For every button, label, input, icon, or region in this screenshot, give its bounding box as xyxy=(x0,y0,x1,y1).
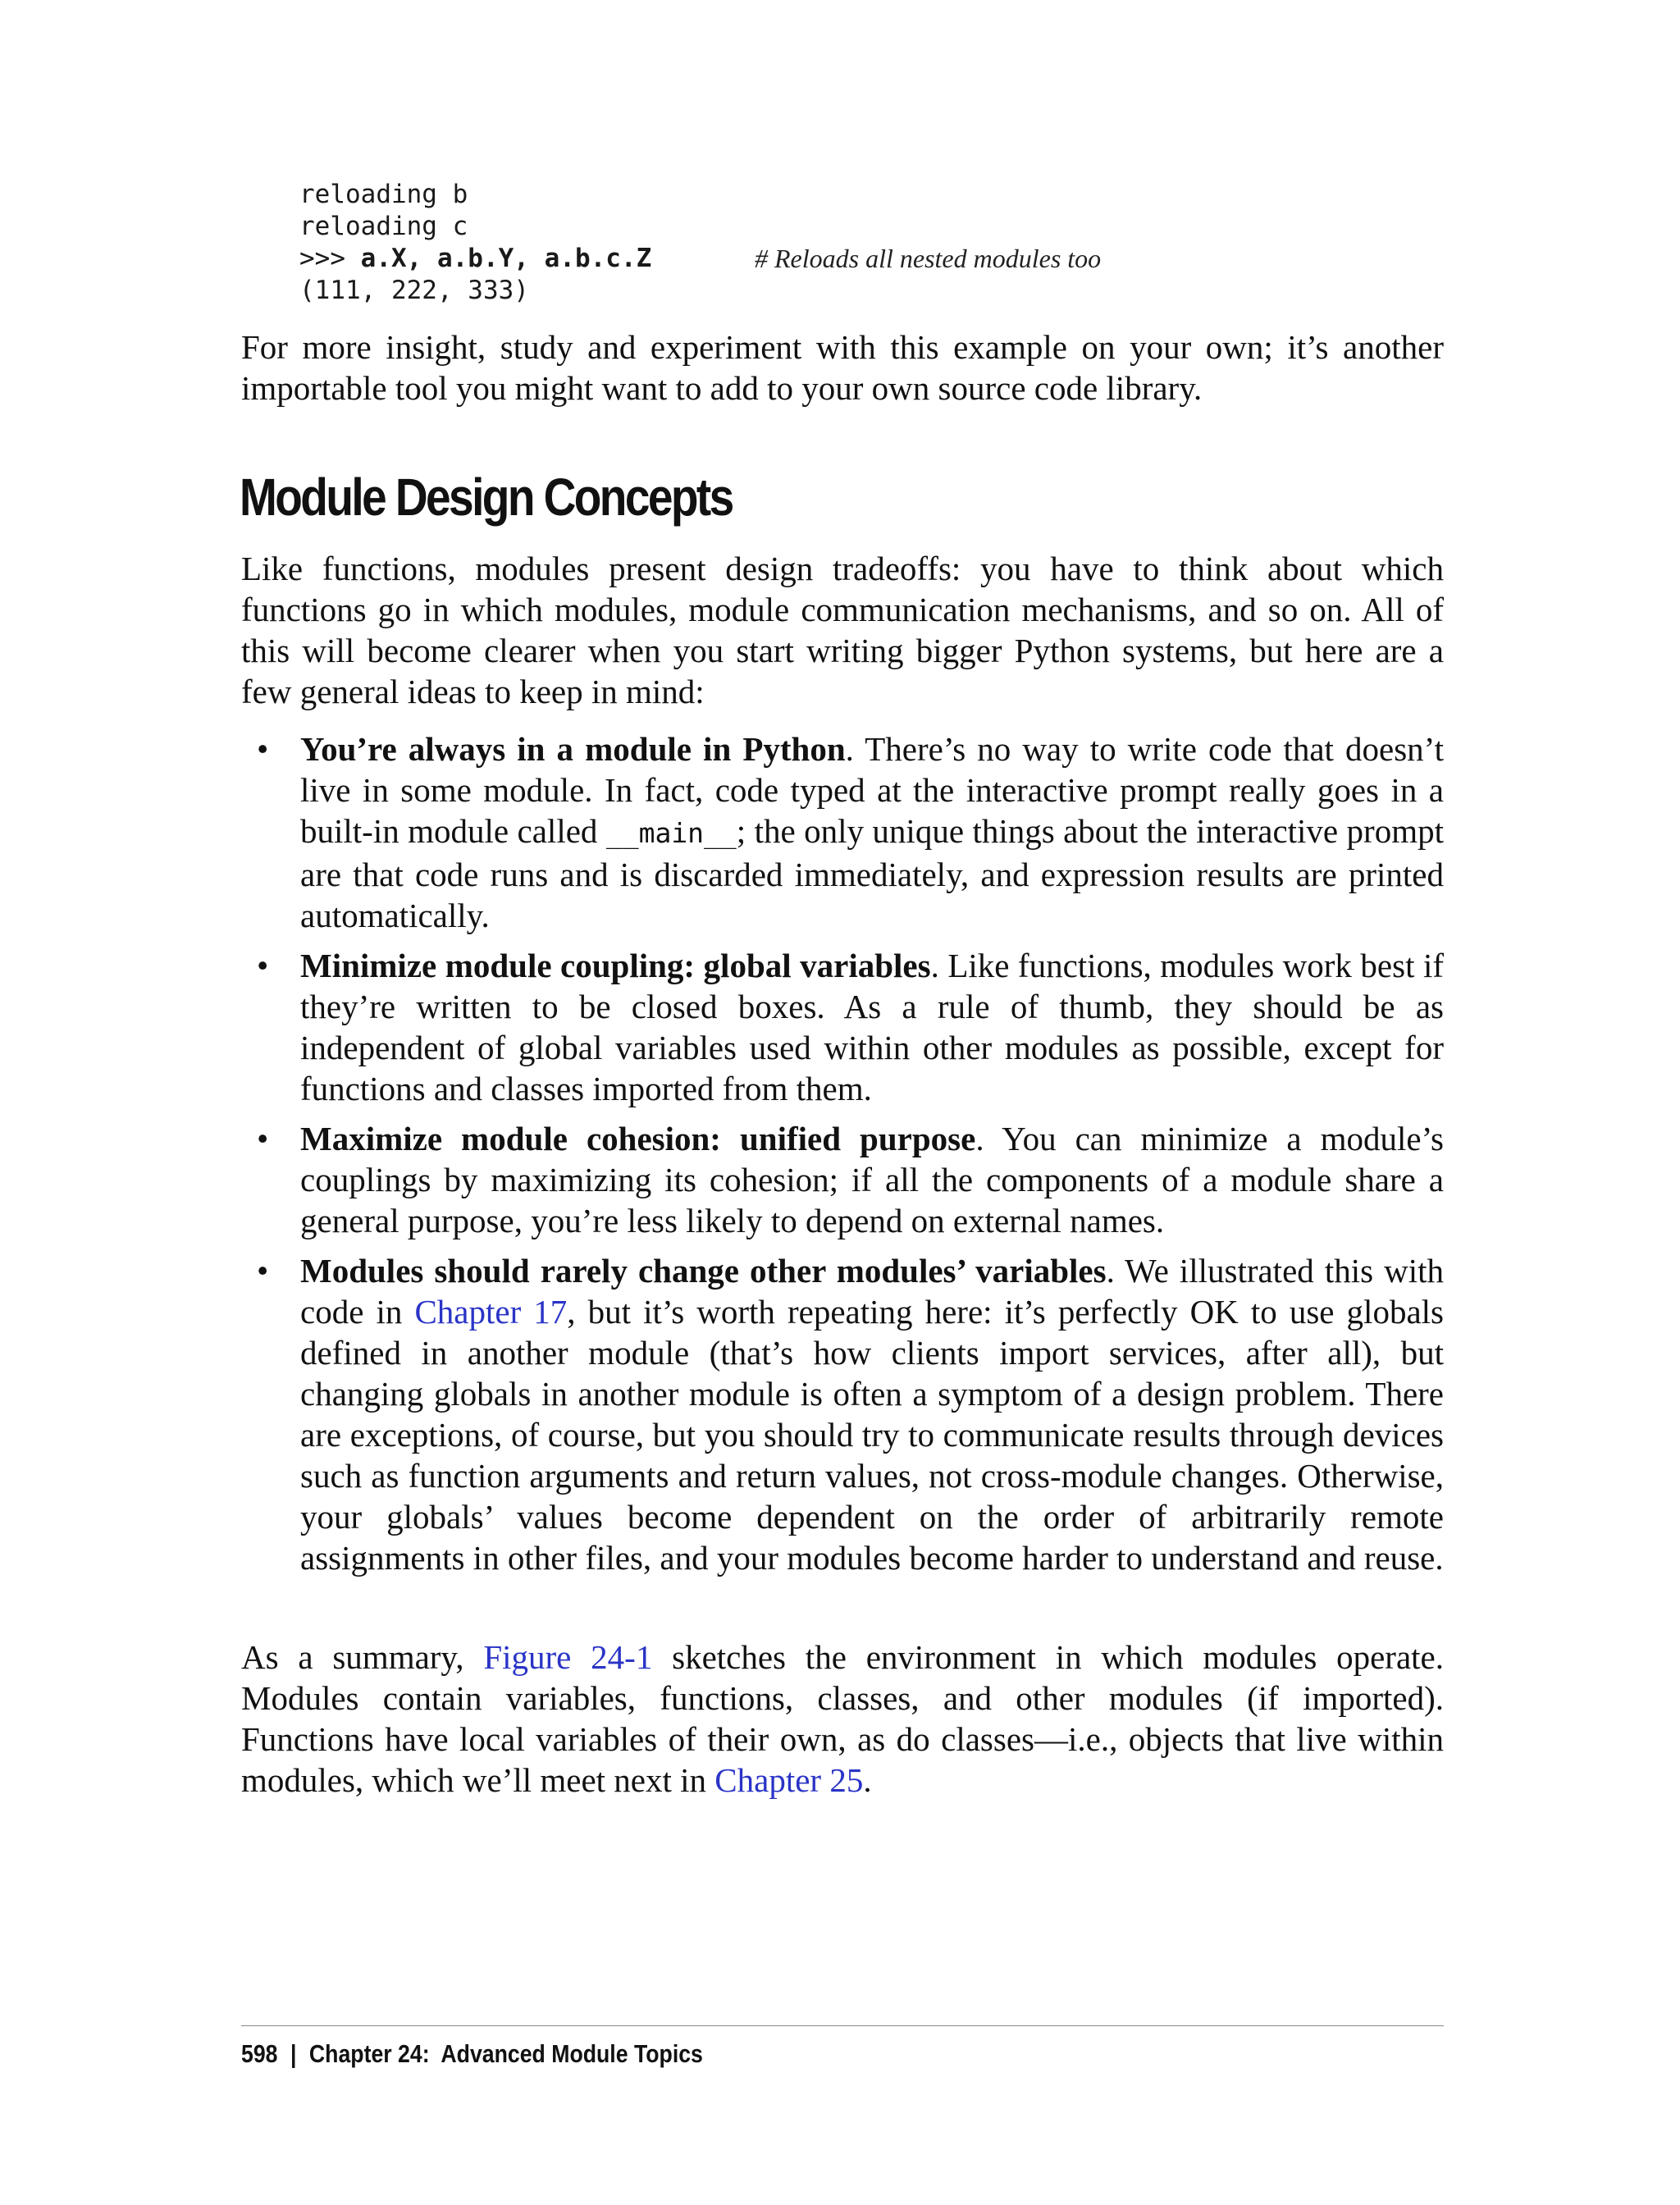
list-item xyxy=(241,945,1444,1109)
code-line-output: (111, 222, 333) xyxy=(299,276,529,305)
section-heading: Module Design Concepts xyxy=(240,468,733,527)
list-item xyxy=(241,1118,1444,1241)
footer-divider xyxy=(241,2025,1444,2026)
list-item-lead: You’re always in a module in Python xyxy=(300,730,846,768)
code-listing xyxy=(299,179,1448,307)
chapter-17-link[interactable]: Chapter 17 xyxy=(414,1293,568,1331)
summary-text: . xyxy=(863,1761,872,1799)
design-paragraph: Like functions, modules present design tradeoffs: you have to think about which functions go in which modules, module communication mechanisms, and so on. All of this will become clearer when you start writing bigger Python systems, but here are a few general ideas to keep in mind: xyxy=(241,550,1444,710)
chapter-25-link[interactable]: Chapter 25 xyxy=(714,1761,864,1799)
list-item-text: . There’s no way to write code that doesn’t live in some module. In fact, code typed at the interactive prompt really goes in a built-in module called xyxy=(300,730,1444,850)
list-item-lead: Maximize module cohesion: unified purpose xyxy=(300,1120,976,1157)
code-line: reloading c xyxy=(299,212,468,241)
code-expression: a.X, a.b.Y, a.b.c.Z xyxy=(360,244,652,273)
summary-paragraph xyxy=(241,1637,1444,1801)
bullet-dot: • xyxy=(257,1252,269,1290)
summary-text: sketches the environment in which modules operate. Modules contain variables, functions, classes, and other modules (if imported). Functions have local variables of their own, as do classes—i.e., objects that live within modules, which we’ll meet next in xyxy=(241,1638,1444,1799)
list-item xyxy=(241,728,1444,936)
list-item-text: ; the only unique things about the interactive prompt are that code runs and is discarded immediately, and expression results are printed automatically. xyxy=(300,812,1444,934)
summary-text: As a summary, xyxy=(241,1638,484,1676)
footer-separator: | xyxy=(290,2039,297,2068)
bullet-dot: • xyxy=(257,1120,269,1157)
bullet-dot: • xyxy=(257,730,269,768)
list-item-text: . Like functions, modules work best if they’re written to be closed boxes. As a rule of thumb, they should be as independent of global variables used within other modules as possible, except for functions and classes imported from them. xyxy=(300,947,1444,1107)
list-item-lead: Minimize module coupling: global variables xyxy=(300,947,931,984)
list-item-text: , but it’s worth repeating here: it’s perfectly OK to use globals defined in another module (that’s how clients import services, after all), but changing globals in another module is often a symptom of a design problem. There are exceptions, of course, but you should try to communicate results through devices such as function arguments and return values, not cross-module changes. Otherwise, your globals’ values become dependent on the order of arbitrarily remote assignments in other files, and your modules become harder to understand and reuse. xyxy=(300,1293,1444,1577)
list-item xyxy=(241,1250,1444,1578)
design-ideas-list xyxy=(241,728,1444,1587)
list-item-text: . We illustrated this with code in xyxy=(300,1252,1444,1331)
code-line: reloading b xyxy=(299,180,468,209)
code-prompt: >>> xyxy=(299,244,361,273)
figure-24-1-link[interactable]: Figure 24-1 xyxy=(483,1638,653,1676)
page-number: 598 xyxy=(241,2039,278,2068)
footer-chapter-title: Chapter 24: Advanced Module Topics xyxy=(308,2039,703,2068)
code-line-expression xyxy=(299,243,1448,275)
bullet-dot: • xyxy=(257,947,269,984)
list-item-lead: Modules should rarely change other modules’ variables xyxy=(300,1252,1107,1290)
page-footer xyxy=(241,2038,703,2070)
intro-paragraph: For more insight, study and experiment with this example on your own; it’s another importable tool you might want to add to your own source code library. xyxy=(241,328,1444,407)
code-comment: # Reloads all nested modules too xyxy=(755,244,1102,273)
inline-code: __main__ xyxy=(605,817,737,849)
list-item-text: . You can minimize a module’s couplings by maximizing its cohesion; if all the components of a module share a general purpose, you’re less likely to depend on external names. xyxy=(300,1120,1444,1239)
